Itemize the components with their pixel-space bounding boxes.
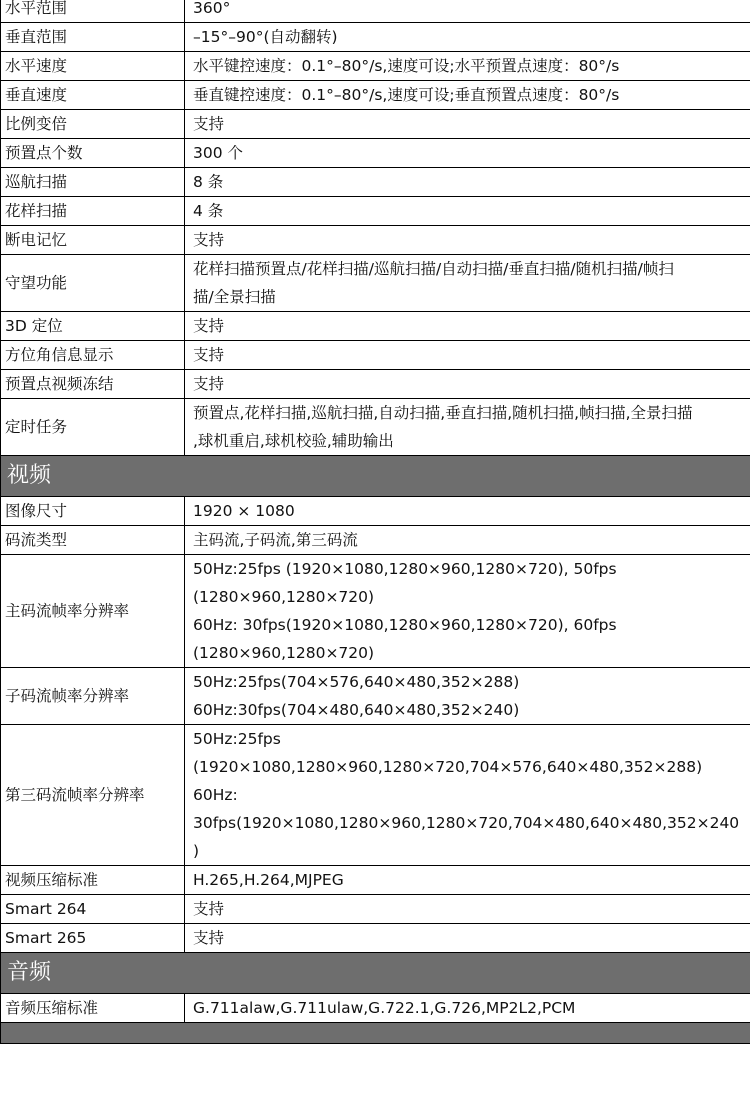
spec-value-line: 1920 × 1080 [193,502,295,520]
spec-value-line: 支持 [193,900,225,918]
spec-value [185,23,750,52]
spec-value [185,81,750,110]
spec-label: 断电记忆 [1,226,185,255]
section-header-audio [1,953,750,994]
spec-value-line: 支持 [193,317,225,335]
spec-value-line: 360° [193,0,231,17]
spec-row [1,81,750,110]
spec-value [185,110,750,139]
spec-label: 比例变倍 [1,110,185,139]
spec-value [185,226,750,255]
spec-value [185,168,750,197]
spec-row [1,924,750,953]
spec-value-line: 4 条 [193,202,224,220]
spec-label: 视频压缩标准 [1,866,185,895]
spec-value-line: 60Hz: [193,786,238,804]
spec-label: 巡航扫描 [1,168,185,197]
spec-value [185,555,750,668]
spec-value-line: 水平键控速度：0.1°–80°/s,速度可设;水平预置点速度：80°/s [193,57,620,75]
spec-row [1,226,750,255]
spec-table-body [1,0,750,1044]
spec-value-line: 30fps(1920×1080,1280×960,1280×720,704×480,640×480,352×240 [193,814,740,832]
spec-label: 守望功能 [1,255,185,312]
spec-value-line: 预置点,花样扫描,巡航扫描,自动扫描,垂直扫描,随机扫描,帧扫描,全景扫描 [193,404,693,422]
spec-value-line: 支持 [193,375,225,393]
spec-label: Smart 265 [1,924,185,953]
spec-row [1,526,750,555]
spec-label: 预置点个数 [1,139,185,168]
spec-value [185,341,750,370]
spec-value-line: 60Hz: 30fps(1920×1080,1280×960,1280×720), 60fps [193,616,617,634]
spec-value [185,866,750,895]
spec-value-line: 支持 [193,929,225,947]
spec-row [1,866,750,895]
spec-row [1,23,750,52]
spec-label: Smart 264 [1,895,185,924]
spec-value-line: 花样扫描预置点/花样扫描/巡航扫描/自动扫描/垂直扫描/随机扫描/帧扫 [193,260,674,278]
spec-value [185,370,750,399]
spec-value [185,994,750,1023]
spec-value-line: 50Hz:25fps [193,730,281,748]
spec-value [185,197,750,226]
spec-label: 垂直范围 [1,23,185,52]
spec-value [185,312,750,341]
spec-label: 水平范围 [1,0,185,23]
spec-row [1,399,750,456]
spec-row [1,52,750,81]
spec-row [1,497,750,526]
spec-row [1,994,750,1023]
spec-label: 水平速度 [1,52,185,81]
spec-label: 花样扫描 [1,197,185,226]
spec-value [185,924,750,953]
spec-row [1,168,750,197]
spec-value [185,725,750,866]
spec-value [185,895,750,924]
spec-value-line: ) [193,842,200,860]
spec-value-line: 60Hz:30fps(704×480,640×480,352×240) [193,701,520,719]
spec-row [1,555,750,668]
spec-label: 第三码流帧率分辨率 [1,725,185,866]
spec-row [1,668,750,725]
spec-value [185,399,750,456]
spec-value-line: 支持 [193,115,225,133]
spec-label: 音频压缩标准 [1,994,185,1023]
spec-value-line: 300 个 [193,144,244,162]
spec-label: 主码流帧率分辨率 [1,555,185,668]
spec-row [1,370,750,399]
spec-row [1,110,750,139]
next-section-header [1,1023,750,1044]
spec-value-line: 支持 [193,231,225,249]
spec-label: 码流类型 [1,526,185,555]
spec-row [1,725,750,866]
spec-value-line: 支持 [193,346,225,364]
spec-row [1,139,750,168]
spec-value-line: (1920×1080,1280×960,1280×720,704×576,640×480,352×288) [193,758,703,776]
spec-label: 图像尺寸 [1,497,185,526]
spec-value-line: H.265,H.264,MJPEG [193,871,344,889]
spec-value-line: (1280×960,1280×720) [193,644,375,662]
spec-label: 子码流帧率分辨率 [1,668,185,725]
spec-label: 预置点视频冻结 [1,370,185,399]
section-header-video [1,456,750,497]
spec-value-line: 8 条 [193,173,224,191]
section-title: 音频 [1,953,750,994]
spec-value [185,139,750,168]
spec-value [185,255,750,312]
spec-value [185,526,750,555]
spec-row [1,312,750,341]
spec-value-line: (1280×960,1280×720) [193,588,375,606]
spec-value [185,0,750,23]
spec-row [1,0,750,23]
spec-value [185,497,750,526]
section-title [1,1023,750,1044]
spec-value-line: G.711alaw,G.711ulaw,G.722.1,G.726,MP2L2,PCM [193,999,576,1017]
spec-value-line: 50Hz:25fps (1920×1080,1280×960,1280×720), 50fps [193,560,617,578]
spec-row [1,255,750,312]
spec-label: 方位角信息显示 [1,341,185,370]
spec-label: 3D 定位 [1,312,185,341]
spec-value-line: 50Hz:25fps(704×576,640×480,352×288) [193,673,520,691]
spec-value-line: 描/全景扫描 [193,288,276,306]
spec-row [1,341,750,370]
spec-row [1,895,750,924]
section-title: 视频 [1,456,750,497]
spec-value-line: ,球机重启,球机校验,辅助输出 [193,432,394,450]
spec-value-line: 垂直键控速度：0.1°–80°/s,速度可设;垂直预置点速度：80°/s [193,86,620,104]
spec-row [1,197,750,226]
spec-value-line: 主码流,子码流,第三码流 [193,531,358,549]
spec-label: 垂直速度 [1,81,185,110]
spec-value [185,52,750,81]
spec-label: 定时任务 [1,399,185,456]
spec-value [185,668,750,725]
spec-value-line: –15°–90°(自动翻转) [193,28,338,46]
